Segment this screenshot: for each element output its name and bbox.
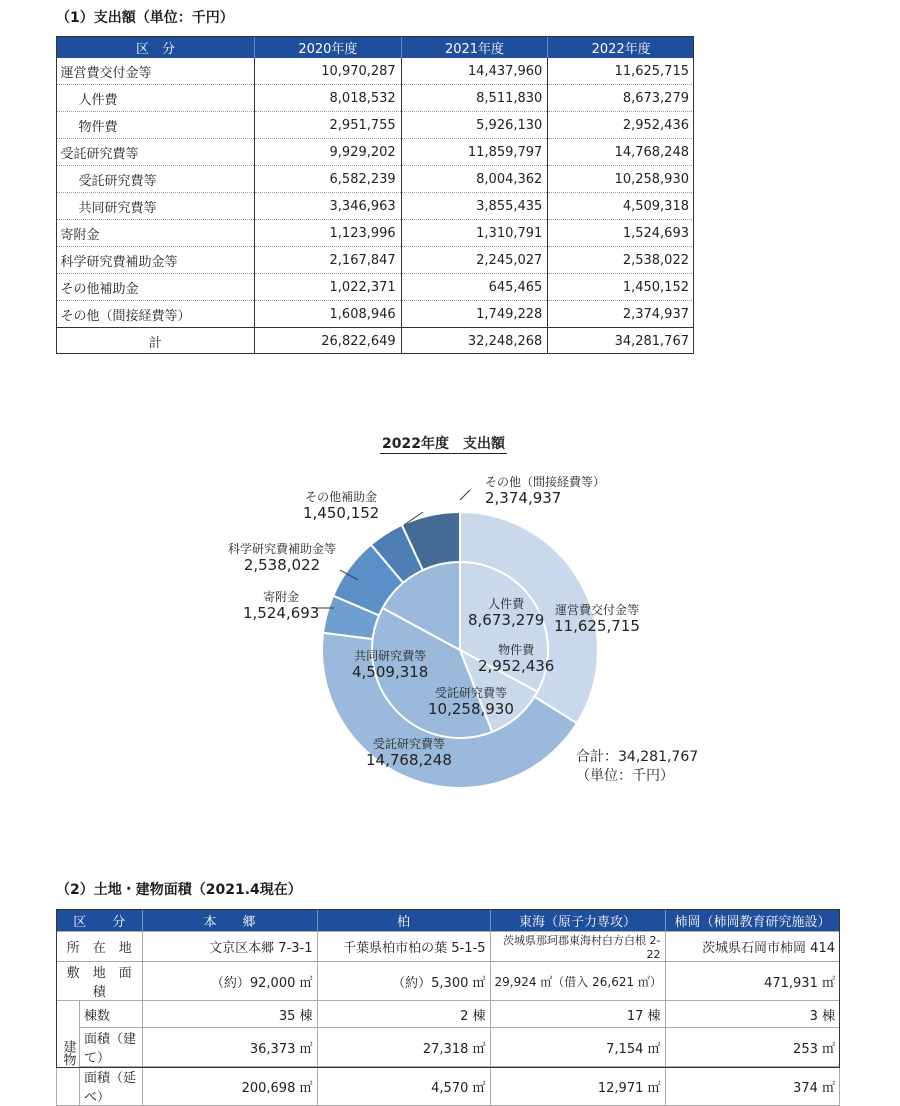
label-personnel [468,598,544,629]
building-group-label: 建物 [57,1001,80,1106]
label-value: 2,374,937 [485,488,562,507]
label-value: 1,450,152 [303,503,380,522]
label-value: 11,625,715 [554,616,640,635]
header-hongo: 本 郷 [142,909,317,932]
label-joint-research [352,650,428,681]
cell-value: 12,971 ㎡ [490,1067,665,1106]
total-value: 26,822,649 [255,328,402,355]
cell-value: 茨城県石岡市柿岡 414 [665,932,840,962]
cell-value: 1,450,152 [548,274,694,301]
cell-value: 14,768,248 [548,139,694,166]
cell-value: 14,437,960 [401,58,548,85]
label-name: 受託研究費等 [372,737,445,751]
header-2020: 2020年度 [255,36,402,58]
cell-value: 253 ㎡ [665,1028,840,1067]
cell-value: 374 ㎡ [665,1067,840,1106]
leader-line [460,490,470,500]
chart-title: 2022年度 支出額 [380,433,507,454]
total-amount: 合計：34,281,767 [576,749,699,765]
cell-value: 1,310,791 [401,220,548,247]
label-name: その他補助金 [305,490,378,504]
cell-value: 2 棟 [317,1001,490,1028]
row-label: 運営費交付金等 [57,58,255,85]
label-value: 10,258,930 [428,699,514,718]
land-building-table [56,909,840,1106]
cell-value: 8,511,830 [401,85,548,112]
label-operating-grant [554,604,640,635]
label-name: 共同研究費等 [354,649,427,663]
cell-value: 4,509,318 [548,193,694,220]
label-name: 寄附金 [263,590,300,604]
cell-value: 茨城県那珂郡東海村白方白根 2-22 [490,932,665,962]
label-value: 2,538,022 [243,555,321,574]
row-label: 物件費 [57,112,255,139]
label-name: 物件費 [498,643,535,657]
cell-value: 11,859,797 [401,139,548,166]
row-label: 受託研究費等 [57,139,255,166]
total-unit: （単位：千円） [576,767,674,784]
cell-value: 文京区本郷 7-3-1 [142,932,317,962]
label-value: 1,524,693 [243,603,320,622]
cell-value: 27,318 ㎡ [317,1028,490,1067]
cell-value: 3,855,435 [401,193,548,220]
header-2022: 2022年度 [548,36,694,58]
total-value: 32,248,268 [401,328,548,355]
label-name: その他（間接経費等） [485,475,606,489]
cell-value: 10,258,930 [548,166,694,193]
header-category: 区 分 [57,36,255,58]
cell-value: 8,004,362 [401,166,548,193]
cell-value: 29,924 ㎡（借入 26,621 ㎡） [490,962,665,1001]
row-label: 面積（延べ） [80,1067,143,1106]
cell-value: 2,951,755 [255,112,402,139]
cell-value: （約）5,300 ㎡ [317,962,490,1001]
row-label: その他補助金 [57,274,255,301]
label-value: 8,673,279 [468,610,545,629]
label-value: 4,509,318 [352,662,429,681]
row-label: 科学研究費補助金等 [57,247,255,274]
label-value: 2,952,436 [478,656,555,675]
label-other-indirect [485,476,605,507]
cell-value: 2,167,847 [255,247,402,274]
section2-title: （2）土地・建物面積（2021.4現在） [56,882,302,898]
row-label: 寄附金 [57,220,255,247]
cell-value: 36,373 ㎡ [142,1028,317,1067]
label-goods [478,644,554,675]
cell-value: 2,952,436 [548,112,694,139]
cell-value: 9,929,202 [255,139,402,166]
table-row [57,962,840,1001]
table-header-row [57,909,840,932]
label-name: 運営費交付金等 [554,603,639,617]
cell-value: 5,926,130 [401,112,548,139]
label-other-subsidy [303,491,379,522]
cell-value: 200,698 ㎡ [142,1067,317,1106]
cell-value: 千葉県柏市柏の葉 5-1-5 [317,932,490,962]
header-kakioka: 柿岡（柿岡教育研究施設） [665,909,840,932]
cell-value: 11,625,715 [548,58,694,85]
total-value: 34,281,767 [548,328,694,355]
cell-value: 2,538,022 [548,247,694,274]
header-tokai: 東海（原子力専攻） [490,909,665,932]
label-value: 14,768,248 [366,750,452,769]
row-label: 敷 地 面 積 [57,962,143,1001]
row-label: 共同研究費等 [57,193,255,220]
cell-value: （約）92,000 ㎡ [142,962,317,1001]
label-donation [243,591,319,622]
cell-value: 1,608,946 [255,301,402,328]
row-label: 人件費 [57,85,255,112]
cell-value: 2,245,027 [401,247,548,274]
label-name: 人件費 [488,597,525,611]
header-2021: 2021年度 [401,36,548,58]
cell-value: 471,931 ㎡ [665,962,840,1001]
section1-title: （1）支出額（単位：千円） [56,10,234,26]
cell-value: 35 棟 [142,1001,317,1028]
cell-value: 1,123,996 [255,220,402,247]
cell-value: 7,154 ㎡ [490,1028,665,1067]
table-row [57,1067,840,1106]
total-label: 計 [57,328,255,355]
label-kaken [228,543,336,574]
cell-value: 1,749,228 [401,301,548,328]
cell-value: 2,374,937 [548,301,694,328]
row-label: その他（間接経費等） [57,301,255,328]
table-row [57,1028,840,1067]
cell-value: 3 棟 [665,1001,840,1028]
label-name: 科学研究費補助金等 [228,542,337,556]
label-contract-research-inner [428,687,514,718]
cell-value: 1,524,693 [548,220,694,247]
row-label: 所 在 地 [57,932,143,962]
cell-value: 645,465 [401,274,548,301]
cell-value: 17 棟 [490,1001,665,1028]
cell-value: 1,022,371 [255,274,402,301]
header-kashiwa: 柏 [317,909,490,932]
cell-value: 10,970,287 [255,58,402,85]
cell-value: 8,673,279 [548,85,694,112]
label-contract-research [366,738,452,769]
table-row [57,1001,840,1028]
header-category: 区 分 [57,909,143,932]
cell-value: 4,570 ㎡ [317,1067,490,1106]
label-name: 受託研究費等 [434,686,507,700]
chart-total [576,748,698,786]
row-label: 受託研究費等 [57,166,255,193]
row-label: 面積（建て） [80,1028,143,1067]
cell-value: 6,582,239 [255,166,402,193]
cell-value: 8,018,532 [255,85,402,112]
table-row [57,932,840,962]
cell-value: 3,346,963 [255,193,402,220]
row-label: 棟数 [80,1001,143,1028]
